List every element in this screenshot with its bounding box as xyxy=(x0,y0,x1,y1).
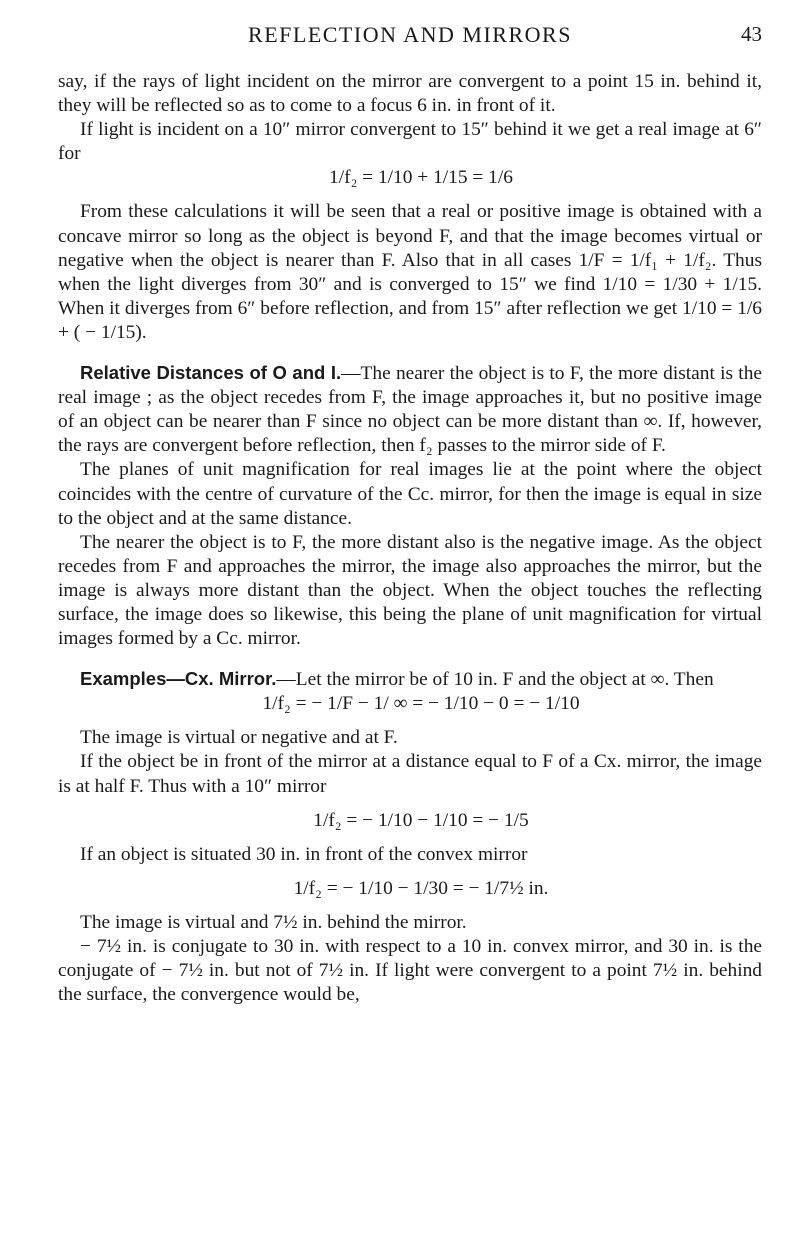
page-header xyxy=(58,22,762,56)
paragraph: The planes of unit magnification for real images lie at the point where the object coincides with the centre of curvature of the Cc. mirror, for then the image is equal in size to the object and at the same distance. xyxy=(58,459,762,529)
spacer xyxy=(58,190,762,200)
equation: 1/f₂ = − 1/10 − 1/10 = − 1/5 xyxy=(313,809,529,831)
section-heading: Examples—Cx. Mirror. xyxy=(80,668,277,690)
paragraph-text: —Let the mirror be of 10 in. F and the object at ∞. Then xyxy=(276,669,714,691)
equation: 1/f₂ = − 1/F − 1/ ∞ = − 1/10 − 0 = − 1/10 xyxy=(262,693,580,715)
page-number: 43 xyxy=(741,22,762,46)
paragraph: If an object is situated 30 in. in front of the convex mirror xyxy=(80,843,528,865)
page-body xyxy=(58,70,762,1007)
spacer xyxy=(58,901,762,911)
equation: 1/f₂ = 1/10 + 1/15 = 1/6 xyxy=(329,167,513,189)
paragraph: If the object be in front of the mirror at a distance equal to F of a Cx. mirror, the image is at half F. Thus with a 10″ mirror xyxy=(58,751,762,797)
paragraph: If light is incident on a 10″ mirror convergent to 15″ behind it we get a real image at 6″ for xyxy=(58,119,762,165)
spacer xyxy=(58,345,762,361)
section-heading: Relative Distances of O and I. xyxy=(80,362,342,384)
paragraph: The image is virtual and 7½ in. behind the mirror. xyxy=(80,911,467,933)
paragraph: The image is virtual or negative and at F. xyxy=(80,727,398,749)
spacer xyxy=(58,799,762,809)
paragraph: − 7½ in. is conjugate to 30 in. with respect to a 10 in. convex mirror, and 30 in. is the conjugate of − 7½ in. but not of 7½ in. If light were convergent to a point 7½ in. behind the surface, the convergence would be, xyxy=(58,936,762,1006)
spacer xyxy=(58,651,762,667)
paragraph xyxy=(58,667,762,692)
spacer xyxy=(58,716,762,726)
running-head: REFLECTION AND MIRRORS xyxy=(248,22,572,47)
paragraph: From these calculations it will be seen that a real or positive image is obtained with a concave mirror so long as the object is beyond F, and that the image becomes virtual or negative when the object is nearer than F. Also that in all cases 1/F = 1/f₁ + 1/f₂. Thus when the light diverges from 30″ and is converged to 15″ we find 1/10 = 1/30 + 1/15. When it diverges from 6″ before reflection, and from 15″ after reflection we get 1/10 = 1/6 + ( − 1/15). xyxy=(58,201,762,343)
paragraph xyxy=(58,361,762,458)
paragraph: say, if the rays of light incident on the mirror are convergent to a point 15 in. behind it, they will be reflected so as to come to a focus 6 in. in front of it. xyxy=(58,71,762,117)
equation: 1/f₂ = − 1/10 − 1/30 = − 1/7½ in. xyxy=(293,877,549,899)
paragraph: The nearer the object is to F, the more distant also is the negative image. As the object recedes from F and approaches the mirror, the image also approaches the mirror, but the image is always more distant than the object. When the object touches the reflecting surface, the image does so likewise, this being the plane of unit magnification for virtual images formed by a Cc. mirror. xyxy=(58,531,762,650)
spacer xyxy=(58,833,762,843)
spacer xyxy=(58,867,762,877)
paragraph-text: —The nearer the object is to F, the more distant is the real image ; as the object recedes from F, the image approaches it, but no positive image of an object can be nearer than F since no object can be more distant than ∞. If, however, the rays are convergent before reflection, then f₂ passes to the mirror side of F. xyxy=(58,363,763,457)
